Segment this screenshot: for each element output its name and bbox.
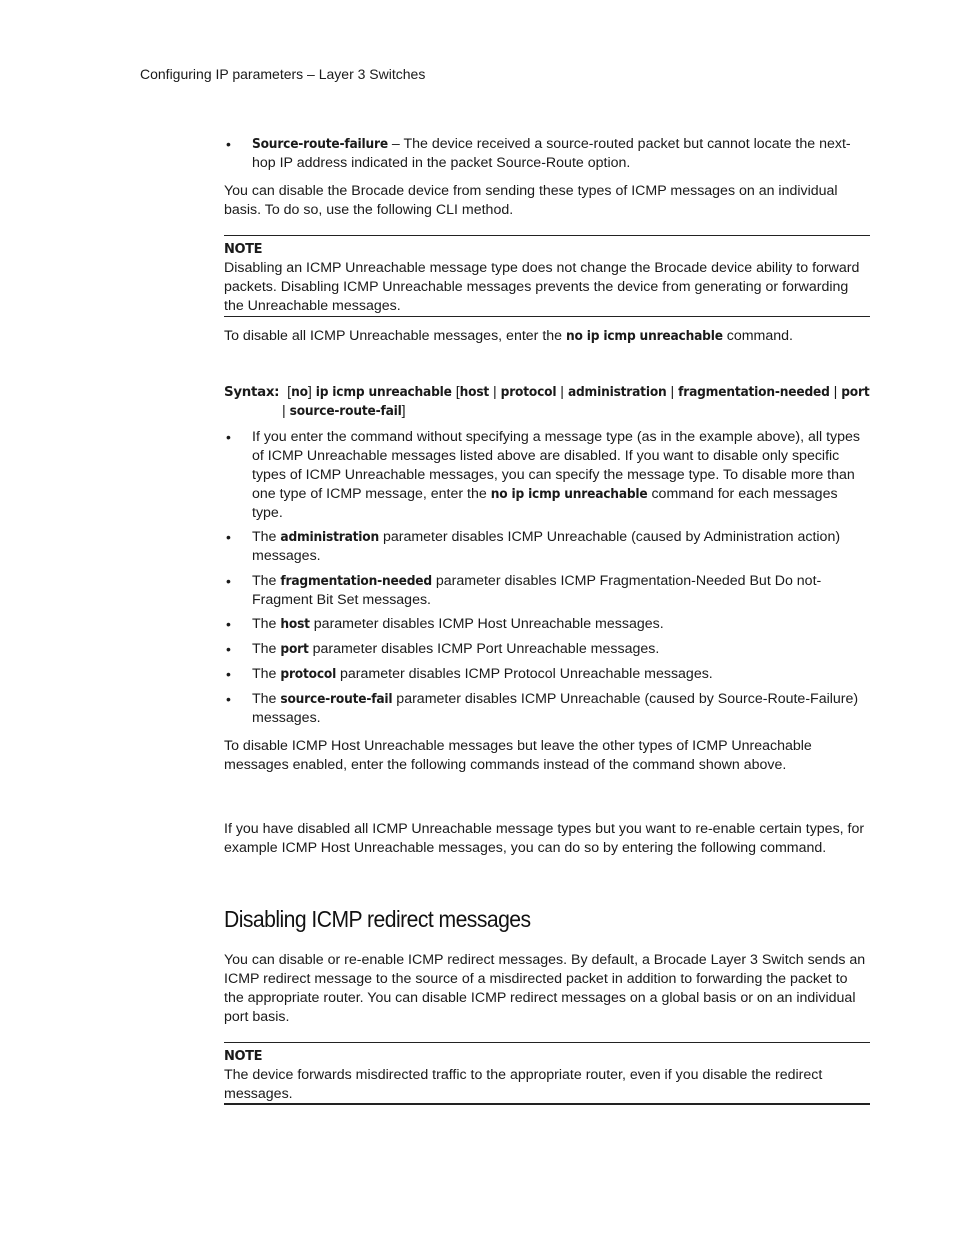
syntax-label: Syntax:	[224, 385, 280, 400]
command: no ip icmp unreachable	[566, 328, 723, 344]
text: The	[252, 666, 281, 682]
note-box	[224, 1042, 870, 1104]
bullet-icon: •	[226, 691, 231, 707]
bullet-icon: •	[226, 573, 231, 589]
keyword: host	[280, 616, 310, 632]
paragraph	[224, 327, 870, 346]
syntax-command: ip icmp unreachable	[315, 384, 452, 400]
text: To disable all ICMP Unreachable messages, enter the	[224, 328, 566, 344]
bullet-icon: •	[226, 616, 231, 632]
bullet-icon: •	[226, 666, 231, 682]
list-item	[224, 428, 870, 523]
option-protocol: protocol	[500, 384, 557, 400]
list-item	[224, 572, 870, 610]
separator: |	[282, 403, 290, 419]
list-item	[224, 528, 870, 566]
separator: |	[489, 384, 501, 400]
keyword: source-route-fail	[280, 691, 393, 707]
keyword: administration	[280, 529, 379, 545]
section-heading: Disabling ICMP redirect messages	[224, 906, 531, 932]
list-item	[224, 135, 870, 173]
text: The	[252, 616, 281, 632]
text: parameter disables ICMP Unreachable (caused by Source-Route-Failure) messages.	[252, 691, 859, 726]
bracket: [	[451, 384, 460, 400]
note-box	[224, 235, 870, 316]
option-source-route-fail: source-route-fail	[289, 403, 402, 419]
note-text: Disabling an ICMP Unreachable message type does not change the Brocade device ability to forward packets. Disabling ICMP Unreachable messages prevents the device from generating or forwarding the Unreachable messages.	[224, 260, 860, 314]
keyword: Source-route-failure	[252, 136, 388, 152]
separator: |	[829, 384, 842, 400]
list-item-text: – The device received a source-routed packet but cannot locate the next-hop IP address indicated in the packet Source-Route option.	[252, 136, 851, 171]
text: parameter disables ICMP Host Unreachable messages.	[309, 616, 664, 632]
text: The	[252, 691, 281, 707]
separator: |	[666, 384, 679, 400]
option-administration: administration	[567, 384, 667, 400]
keyword: fragmentation-needed	[280, 573, 432, 589]
syntax-no: no	[291, 384, 308, 400]
list-item	[224, 690, 870, 728]
paragraph: If you have disabled all ICMP Unreachable message types but you want to re-enable certain types, for example ICMP Host Unreachable messages, you can do so by entering the following command.	[224, 821, 865, 856]
text: The	[252, 573, 281, 589]
bracket: ]	[307, 384, 316, 400]
list-item	[224, 640, 870, 659]
keyword: no ip icmp unreachable	[490, 486, 648, 502]
text: parameter disables ICMP Fragmentation-Needed But Do not-Fragment Bit Set messages.	[252, 573, 822, 608]
note-divider	[224, 1103, 870, 1105]
running-header: Configuring IP parameters – Layer 3 Switches	[140, 66, 426, 82]
text: command.	[722, 328, 793, 344]
paragraph: To disable ICMP Host Unreachable messages but leave the other types of ICMP Unreachable messages enabled, enter the following commands instead of the command shown above.	[224, 738, 812, 773]
bracket: [	[287, 384, 292, 400]
syntax-line-2	[224, 402, 870, 421]
option-port: port	[841, 384, 870, 400]
bullet-icon: •	[226, 136, 231, 152]
paragraph: You can disable or re-enable ICMP redirect messages. By default, a Brocade Layer 3 Switch sends an ICMP redirect message to the source of a misdirected packet in addition to forwarding the packet to the appropriate router. You can disable ICMP redirect messages on a global basis or on an individual port basis.	[224, 952, 866, 1025]
text: parameter disables ICMP Unreachable (caused by Administration action) messages.	[252, 529, 841, 564]
note-text: The device forwards misdirected traffic to the appropriate router, even if you disable the redirect messages.	[224, 1067, 823, 1102]
text: command for each messages type.	[252, 486, 838, 521]
text: If you enter the command without specifying a message type (as in the example above), all types of ICMP Unreachable messages listed above are disabled. If you want to disable only specific types of ICMP Unreachable messages, you can specify the message type. To disable more than one type of ICMP message, enter the	[252, 429, 861, 502]
paragraph: You can disable the Brocade device from sending these types of ICMP messages on an individual basis. To do so, use the following CLI method.	[224, 183, 838, 218]
note-label: NOTE	[224, 1049, 263, 1064]
list-item	[224, 615, 870, 634]
note-divider	[224, 316, 870, 317]
bullet-icon: •	[226, 641, 231, 657]
bullet-icon: •	[226, 429, 231, 445]
note-label: NOTE	[224, 242, 263, 257]
bracket: ]	[401, 403, 406, 419]
separator: |	[556, 384, 568, 400]
bullet-icon: •	[226, 529, 231, 545]
keyword: port	[280, 641, 309, 657]
text: The	[252, 529, 281, 545]
keyword: protocol	[280, 666, 337, 682]
text: The	[252, 641, 281, 657]
syntax-block	[224, 383, 870, 421]
text: parameter disables ICMP Port Unreachable messages.	[308, 641, 660, 657]
list-item	[224, 665, 870, 684]
option-host: host	[459, 384, 490, 400]
option-fragmentation-needed: fragmentation-needed	[678, 384, 830, 400]
text: parameter disables ICMP Protocol Unreachable messages.	[336, 666, 713, 682]
